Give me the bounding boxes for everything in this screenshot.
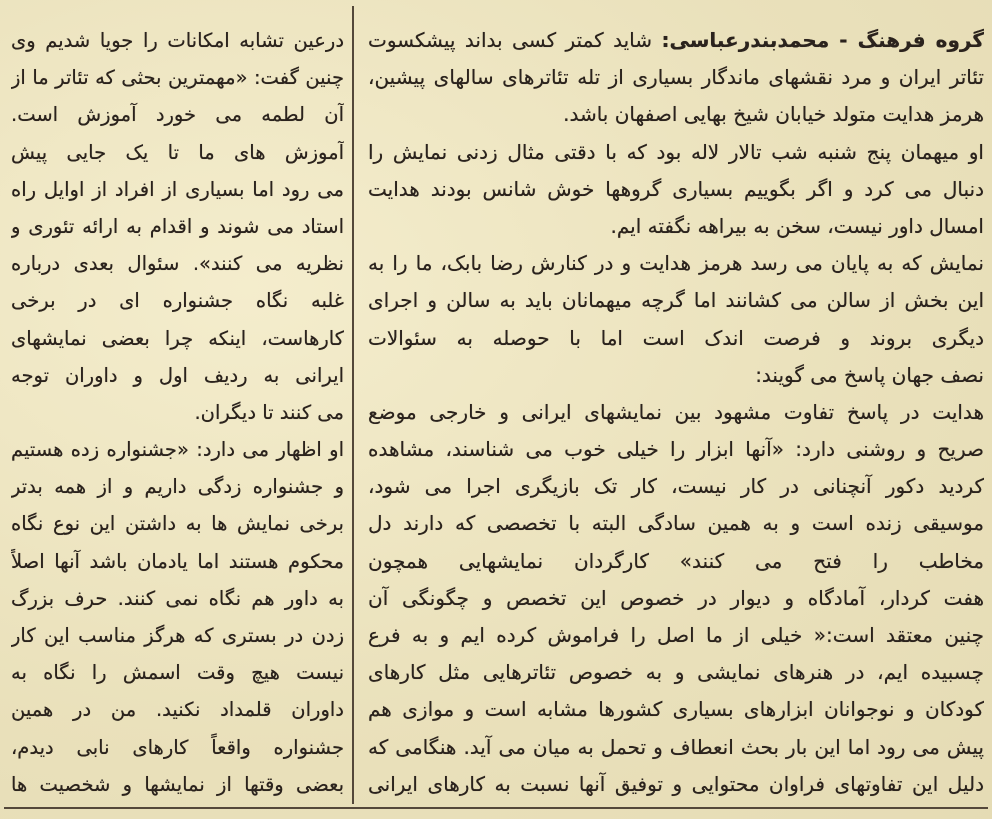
article-line: پیش می رود اما این بار بحث انعطاف و تحمل به میان می آید. هنگامی که: [368, 734, 984, 759]
byline: گروه فرهنگ - محمدبندرعباسی:: [661, 28, 984, 52]
article-line: داوران قلمداد نکنید. من در همین: [11, 698, 344, 722]
article-line: زدن در بستری که هرگز مناسب این کار: [11, 624, 344, 647]
article-line: دنبال می کرد و اگر بگوییم بسیاری گروهها خوش شانس بودند هدایت: [368, 176, 984, 201]
article-line: می رود اما بسیاری از افراد از اوایل راه: [11, 177, 344, 201]
article-line: این بخش از سالن می کشانند اما گرچه میهمانان باید به سالن و اجرای: [368, 288, 984, 313]
article-line: جشنواره واقعاً کارهای نابی دیدم،: [11, 735, 344, 759]
article-line: هرمز هدایت متولد خیابان شیخ بهایی اصفهان باشد.: [563, 102, 984, 127]
article-line: دیگری بروند و فرصت اندک است اما با حوصله به سئوالات: [368, 325, 984, 350]
article-line: صریح و روشنی دارد: «آنها ابزار را خیلی خوب می شناسند، مشاهده: [368, 437, 984, 462]
article-line: برخی نمایش ها به داشتن این نوع نگاه: [11, 512, 344, 536]
article-line: او اظهار می دارد: «جشنواره زده هستیم: [11, 438, 344, 462]
article-line: چنین گفت: «مهمترین بحثی که تئاتر ما از: [11, 66, 344, 90]
article-line: نمایش که به پایان می رسد هرمز هدایت و در کنارش رضا بابک، ما را به: [368, 251, 984, 276]
article-line: نصف جهان پاسخ می گویند:: [755, 362, 984, 387]
article-line: درعین تشابه امکانات را جویا شدیم وی: [11, 29, 344, 52]
article-line: او میهمان پنج شنبه شب تالار لاله بود که با دقتی مثال زدنی نمایش را: [368, 139, 984, 164]
article-line: دلیل این تفاوتهای فراوان محتوایی و توفیق آنها نسبت به کارهای ایرانی: [368, 771, 984, 796]
article-line: موسیقی زنده است و به همین سادگی البته با تخصصی که دارند دل: [368, 511, 984, 536]
article-line: تئاتر ایران و مرد نقشهای ماندگار بسیاری از تله تئاترهای سالهای پیشین،: [368, 65, 984, 90]
article-line: مخاطب را فتح می کنند» کارگردان نمایشهایی همچون: [368, 548, 984, 573]
article-line: هدایت در پاسخ تفاوت مشهود بین نمایشهای ایرانی و خارجی موضع: [368, 399, 984, 424]
bottom-rule: [4, 807, 988, 809]
article-line: ایرانی به ردیف اول و داوران توجه: [11, 363, 344, 387]
article-line: کردید دکور آنچنانی در کار نیست، کار تک بازیگری اجرا می شود،: [368, 474, 984, 499]
article-line: آن لطمه می خورد آموزش است.: [11, 103, 344, 127]
article-line: محکوم هستند اما یادمان باشد آنها اصلاً: [11, 549, 344, 573]
article-line: بعضی وقتها از نمایشها و شخصیت ها: [11, 772, 344, 796]
article-line: می کنند تا دیگران.: [194, 400, 344, 424]
article-line-text: شاید کمتر کسی بداند پیشکسوت: [368, 28, 653, 52]
right-column: [368, 22, 984, 803]
article-line: چنین معتقد است:« خیلی از ما اصل را فراموش کرده ایم و به فرع: [368, 623, 984, 647]
article-line: به داور هم نگاه نمی کنند. حرف بزرگ: [11, 586, 344, 610]
left-column: [11, 22, 344, 803]
article-line: چسبیده ایم، در هنرهای نمایشی و به خصوص تئاترهایی مثل کارهای: [368, 660, 984, 685]
article-line: هفت کردار، آمادگاه و دیوار در خصوص این تخصص و چگونگی آن: [368, 585, 984, 610]
article-line: آموزش های ما تا یک جایی پیش: [11, 140, 344, 164]
article-line: نیست هیچ وقت اسمش را نگاه به: [11, 661, 344, 685]
article-line: غلبه نگاه جشنواره ای در برخی: [11, 289, 344, 313]
article-line: استاد می شوند و اقدام به ارائه تئوری و: [11, 214, 344, 238]
article-line: و جشنواره زدگی داریم و از همه بدتر: [11, 475, 344, 499]
article-line: کارهاست، اینکه چرا بعضی نمایشهای: [11, 326, 344, 350]
article-line: [368, 22, 984, 59]
article-line: امسال داور نیست، سخن به بیراهه نگفته ایم.: [610, 213, 984, 238]
article-line: نظریه می کنند». سئوال بعدی درباره: [11, 252, 344, 276]
column-divider: [352, 6, 354, 804]
article-line: کودکان و نوجوانان ابزارهای بسیاری کشورها مشابه است و موازی هم: [368, 697, 984, 722]
